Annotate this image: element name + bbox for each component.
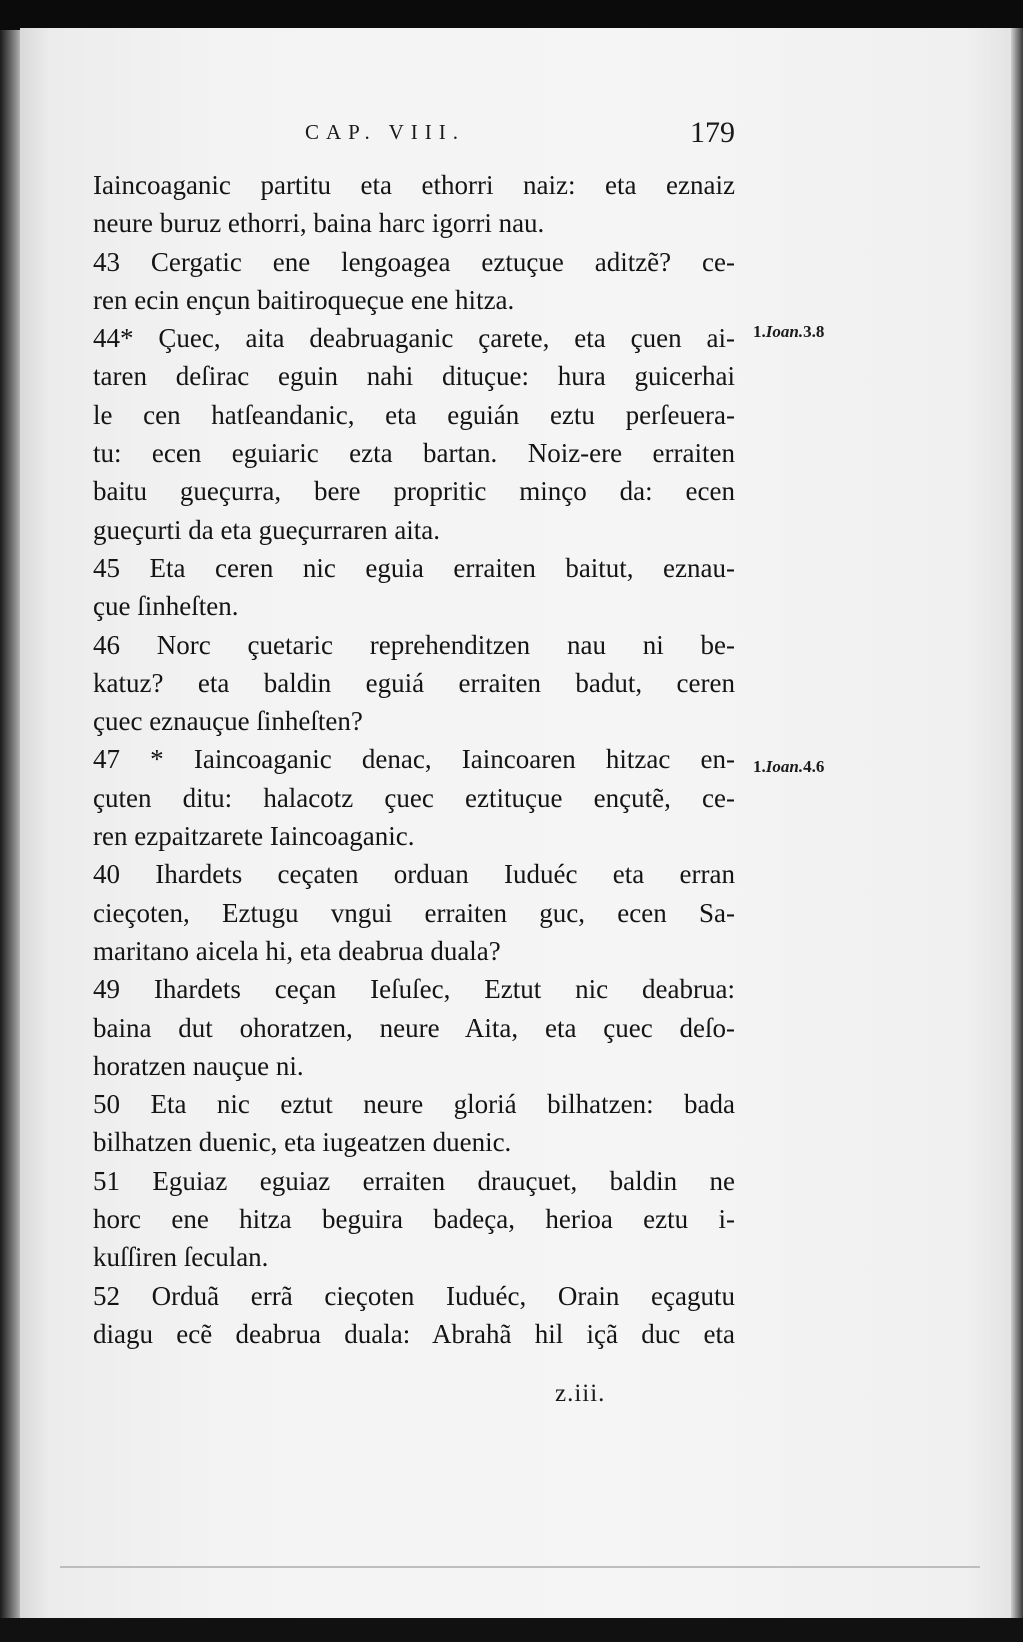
- signature-mark: z.iii.: [555, 1380, 606, 1407]
- text-line: 51 Eguiaz eguiaz erraiten drauçuet, baldin ne: [93, 1165, 735, 1196]
- text-line: katuz? eta baldin eguiá erraiten badut, ceren: [93, 667, 735, 698]
- text-line: baina dut ohoratzen, neure Aita, eta çuec deſo-: [93, 1012, 735, 1043]
- text-line: diagu ecẽ deabrua duala: Abrahã hil içã duc eta: [93, 1318, 735, 1349]
- text-line: ren ecin ençun baitiroqueçue ene hitza.: [93, 284, 515, 315]
- text-line: tu: ecen eguiaric ezta bartan. Noiz-ere erraiten: [93, 438, 735, 469]
- text-line: maritano aicela hi, eta deabrua duala?: [93, 935, 501, 966]
- text-line: taren deſirac eguin nahi dituçue: hura guicerhai: [93, 361, 735, 392]
- text-line: kuſſiren ſeculan.: [93, 1242, 269, 1273]
- text-line: 45 Eta ceren nic eguia erraiten baitut, eznau-: [93, 552, 735, 583]
- scan-border: [0, 1618, 1023, 1642]
- text-line: 50 Eta nic eztut neure gloriá bilhatzen: bada: [93, 1089, 735, 1120]
- margin-note-prefix: 1.: [753, 757, 766, 776]
- text-line: horc ene hitza beguira badeça, herioa eztu i-: [93, 1204, 735, 1235]
- margin-note-prefix: 1.: [753, 322, 766, 341]
- text-line: baitu gueçurra, bere propritic minço da: ecen: [93, 476, 735, 507]
- text-line: neure buruz ethorri, baina harc igorri nau.: [93, 208, 545, 239]
- text-line: horatzen nauçue ni.: [93, 1050, 304, 1081]
- page-edge-shadow: [1011, 28, 1023, 1628]
- text-line: le cen hatſeandanic, eta eguián eztu perſeuera-: [93, 399, 735, 430]
- text-line: 49 Ihardets ceçan Ieſuſec, Eztut nic deabrua:: [93, 974, 735, 1005]
- text-line: ren ezpaitzarete Iaincoaganic.: [93, 821, 415, 852]
- text-line: 46 Norc çuetaric reprehenditzen nau ni be-: [93, 629, 735, 660]
- margin-note: [753, 322, 824, 342]
- margin-note-ref: 4.6: [803, 757, 825, 776]
- margin-note-book: Ioan.: [765, 757, 804, 776]
- text-line: 44* Çuec, aita deabruaganic çarete, eta çuen ai-: [93, 323, 735, 354]
- page-number: 179: [690, 116, 735, 149]
- page-bottom-edge: [60, 1566, 980, 1568]
- text-line: 43 Cergatic ene lengoagea eztuçue aditzẽ? ce-: [93, 246, 735, 277]
- text-line: çuten ditu: halacotz çuec eztituçue ençutẽ, ce-: [93, 782, 735, 813]
- margin-note: [753, 757, 824, 777]
- text-line: bilhatzen duenic, eta iugeatzen duenic.: [93, 1127, 512, 1158]
- text-line: 52 Orduã errã cieçoten Iuduéc, Orain eçagutu: [93, 1280, 735, 1311]
- margin-note-ref: 3.8: [803, 322, 825, 341]
- text-line: çue ſinheſten.: [93, 591, 239, 622]
- text-line: 40 Ihardets ceçaten orduan Iuduéc eta erran: [93, 859, 735, 890]
- page-header: [95, 116, 735, 156]
- text-line: cieçoten, Eztugu vngui erraiten guc, ecen Sa-: [93, 897, 735, 928]
- margin-note-book: Ioan.: [765, 322, 804, 341]
- text-line: Iaincoaganic partitu eta ethorri naiz: eta eznaiz: [93, 170, 735, 200]
- book-binding-edge: [0, 30, 22, 1630]
- body-text: [93, 166, 735, 1353]
- text-line: çuec eznauçue ſinheſten?: [93, 706, 363, 737]
- text-line: gueçurti da eta gueçurraren aita.: [93, 514, 441, 545]
- running-head: CAP. VIII.: [305, 120, 466, 144]
- text-line: 47 * Iaincoaganic denac, Iaincoaren hitzac en-: [93, 744, 735, 775]
